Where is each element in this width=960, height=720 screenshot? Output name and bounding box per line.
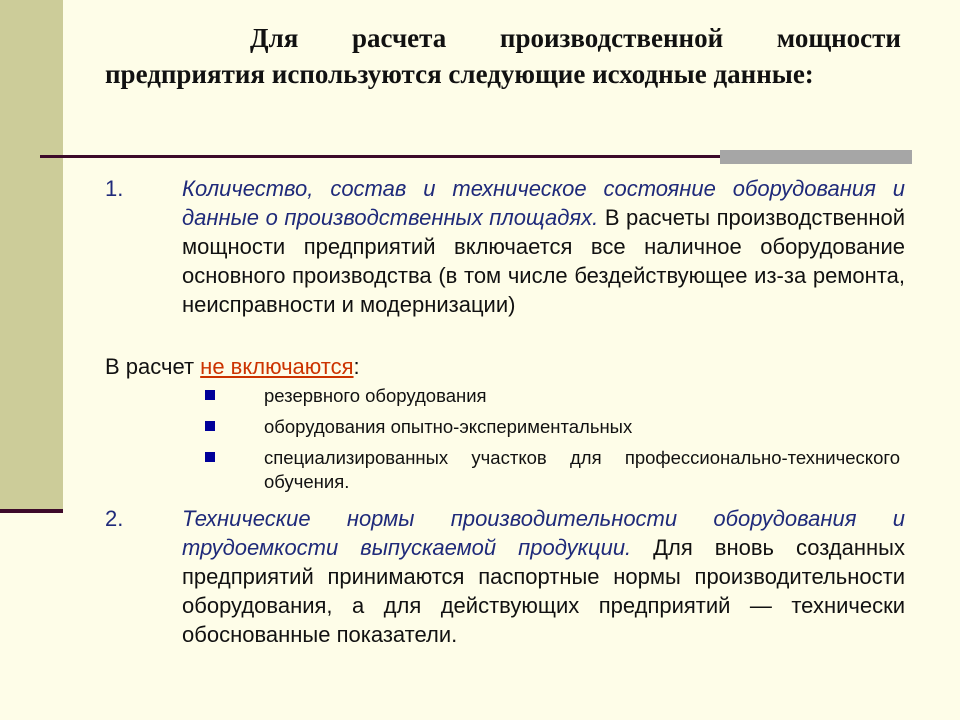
sidebar-bottom-line — [0, 509, 63, 513]
item-emphasis-1: Количество, состав и техническое состояние оборудования и данные о производственных площадях. — [182, 176, 905, 230]
bullet-item — [200, 446, 900, 494]
item-number-2: 2. — [105, 506, 124, 531]
bullet-text: оборудования опытно-экспериментальных — [264, 416, 633, 437]
bullet-item — [200, 415, 900, 439]
exclusion-suffix: : — [353, 354, 360, 379]
square-bullet-icon — [205, 421, 215, 431]
item-text-1: В расчеты производственной мощности предприятий включается все наличное оборудование основного производства (в том числе бездействующее из-за ремонта, неисправности и модернизации) — [182, 205, 906, 317]
item-body-2 — [182, 504, 905, 649]
square-bullet-icon — [205, 390, 215, 400]
exclusion-prefix: В расчет — [105, 354, 201, 379]
bullet-text: резервного оборудования — [264, 385, 487, 406]
item-number-1: 1. — [105, 176, 124, 201]
left-sidebar-band — [0, 0, 63, 512]
list-item-2 — [105, 504, 905, 649]
square-bullet-icon — [205, 452, 215, 462]
slide-title: Для расчета производственной мощности предприятия используются следующие исходные данные: — [105, 23, 901, 89]
item-body-1 — [182, 174, 905, 319]
item-emphasis-2: Технические нормы производительности оборудования и трудоемкости выпускаемой продукции. — [182, 506, 905, 560]
bullet-text: специализированных участков для профессионально-технического обучения. — [264, 447, 900, 492]
exclusion-line — [105, 352, 360, 381]
title-divider-accent — [720, 150, 912, 164]
list-item-1 — [105, 174, 905, 319]
item-text-2: Для вновь созданных предприятий принимаются паспортные нормы производительности оборудования, а для действующих предприятий — технически обоснованные показатели. — [182, 535, 905, 647]
exclusion-bullet-list — [200, 384, 900, 501]
bullet-item — [200, 384, 900, 408]
exclusion-highlight-link[interactable]: не включаются — [200, 354, 354, 379]
